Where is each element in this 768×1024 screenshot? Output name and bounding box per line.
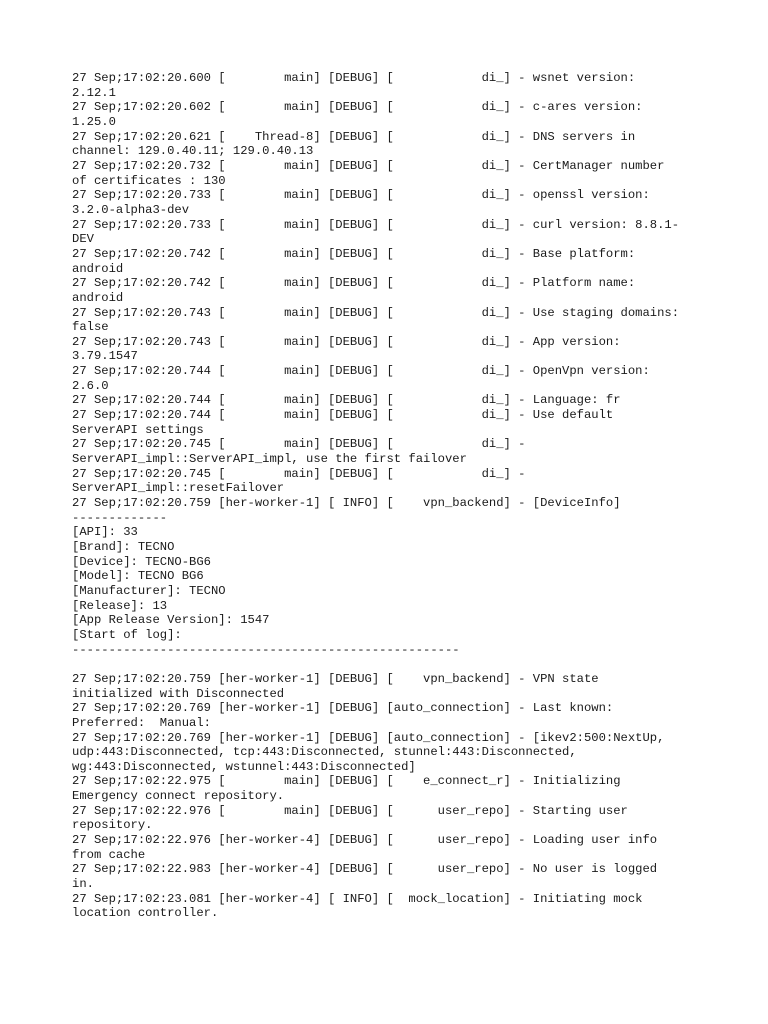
log-line: Preferred: Manual: — [72, 715, 211, 730]
log-line: [Release]: 13 — [72, 598, 168, 613]
log-line: 27 Sep;17:02:20.759 [her-worker-1] [DEBUG] [ vpn_backend] - VPN state — [72, 671, 599, 686]
log-line: 3.2.0-alpha3-dev — [72, 202, 190, 217]
log-line: 27 Sep;17:02:20.769 [her-worker-1] [DEBUG] [auto_connection] - [ikev2:500:NextUp, — [72, 730, 665, 745]
log-line: [Device]: TECNO-BG6 — [72, 554, 211, 569]
log-line: 27 Sep;17:02:20.743 [ main] [DEBUG] [ di_] - Use staging domains: — [72, 305, 680, 320]
log-line: [Model]: TECNO BG6 — [72, 569, 204, 584]
log-line: 27 Sep;17:02:20.769 [her-worker-1] [DEBUG] [auto_connection] - Last known: — [72, 701, 614, 716]
log-line: 2.12.1 — [72, 85, 116, 100]
log-line: 27 Sep;17:02:20.745 [ main] [DEBUG] [ di_] - — [72, 466, 526, 481]
log-line: 1.25.0 — [72, 114, 116, 129]
log-line: 27 Sep;17:02:20.733 [ main] [DEBUG] [ di_] - curl version: 8.8.1- — [72, 217, 680, 232]
log-line: 27 Sep;17:02:23.081 [her-worker-4] [ INFO] [ mock_location] - Initiating mock — [72, 891, 643, 906]
log-line: ServerAPI settings — [72, 422, 204, 437]
log-line: [App Release Version]: 1547 — [72, 613, 270, 628]
log-line: 3.79.1547 — [72, 349, 138, 364]
log-line: initialized with Disconnected — [72, 686, 285, 701]
log-line: 27 Sep;17:02:20.621 [ Thread-8] [DEBUG] [ di_] - DNS servers in — [72, 129, 636, 144]
log-line: 27 Sep;17:02:20.602 [ main] [DEBUG] [ di_] - c-ares version: — [72, 100, 643, 115]
log-line: ----------------------------------------------------- — [72, 642, 460, 657]
log-line: 27 Sep;17:02:20.759 [her-worker-1] [ INFO] [ vpn_backend] - [DeviceInfo] — [72, 496, 621, 511]
log-line: ServerAPI_impl::ServerAPI_impl, use the first failover — [72, 452, 467, 467]
log-line: ServerAPI_impl::resetFailover — [72, 481, 285, 496]
log-line: 27 Sep;17:02:22.975 [ main] [DEBUG] [ e_connect_r] - Initializing — [72, 774, 621, 789]
log-line: 27 Sep;17:02:20.733 [ main] [DEBUG] [ di_] - openssl version: — [72, 188, 650, 203]
log-line: wg:443:Disconnected, wstunnel:443:Disconnected] — [72, 759, 416, 774]
log-line: ------------- — [72, 510, 168, 525]
log-line: of certificates : 130 — [72, 173, 226, 188]
log-line: 27 Sep;17:02:20.744 [ main] [DEBUG] [ di_] - Use default — [72, 408, 614, 423]
log-line: 2.6.0 — [72, 378, 109, 393]
log-line: location controller. — [72, 906, 219, 921]
log-line: channel: 129.0.40.11; 129.0.40.13 — [72, 144, 314, 159]
log-line — [72, 657, 722, 672]
log-line: repository. — [72, 818, 153, 833]
log-line: 27 Sep;17:02:22.983 [her-worker-4] [DEBUG] [ user_repo] - No user is logged — [72, 862, 658, 877]
log-line: 27 Sep;17:02:20.744 [ main] [DEBUG] [ di_] - OpenVpn version: — [72, 364, 650, 379]
log-line: from cache — [72, 847, 146, 862]
log-line: 27 Sep;17:02:20.742 [ main] [DEBUG] [ di_] - Base platform: — [72, 246, 636, 261]
log-line: 27 Sep;17:02:20.742 [ main] [DEBUG] [ di_] - Platform name: — [72, 276, 636, 291]
log-line: 27 Sep;17:02:22.976 [ main] [DEBUG] [ user_repo] - Starting user — [72, 803, 628, 818]
log-line: Emergency connect repository. — [72, 789, 285, 804]
log-line: 27 Sep;17:02:20.745 [ main] [DEBUG] [ di_] - — [72, 437, 526, 452]
log-line: [API]: 33 — [72, 525, 138, 540]
log-line: [Start of log]: — [72, 627, 182, 642]
log-line: 27 Sep;17:02:20.732 [ main] [DEBUG] [ di_] - CertManager number — [72, 158, 665, 173]
log-line: 27 Sep;17:02:22.976 [her-worker-4] [DEBUG] [ user_repo] - Loading user info — [72, 833, 658, 848]
log-line: android — [72, 261, 124, 276]
log-line: 27 Sep;17:02:20.743 [ main] [DEBUG] [ di_] - App version: — [72, 334, 621, 349]
log-line: android — [72, 290, 124, 305]
log-line: in. — [72, 877, 94, 892]
log-document — [72, 71, 722, 921]
log-line: DEV — [72, 232, 94, 247]
log-line: 27 Sep;17:02:20.744 [ main] [DEBUG] [ di_] - Language: fr — [72, 393, 621, 408]
log-line: [Brand]: TECNO — [72, 540, 175, 554]
log-line: udp:443:Disconnected, tcp:443:Disconnected, stunnel:443:Disconnected, — [72, 745, 577, 760]
log-line: false — [72, 320, 109, 335]
log-line: [Manufacturer]: TECNO — [72, 583, 226, 598]
log-line: 27 Sep;17:02:20.600 [ main] [DEBUG] [ di_] - wsnet version: — [72, 71, 636, 85]
